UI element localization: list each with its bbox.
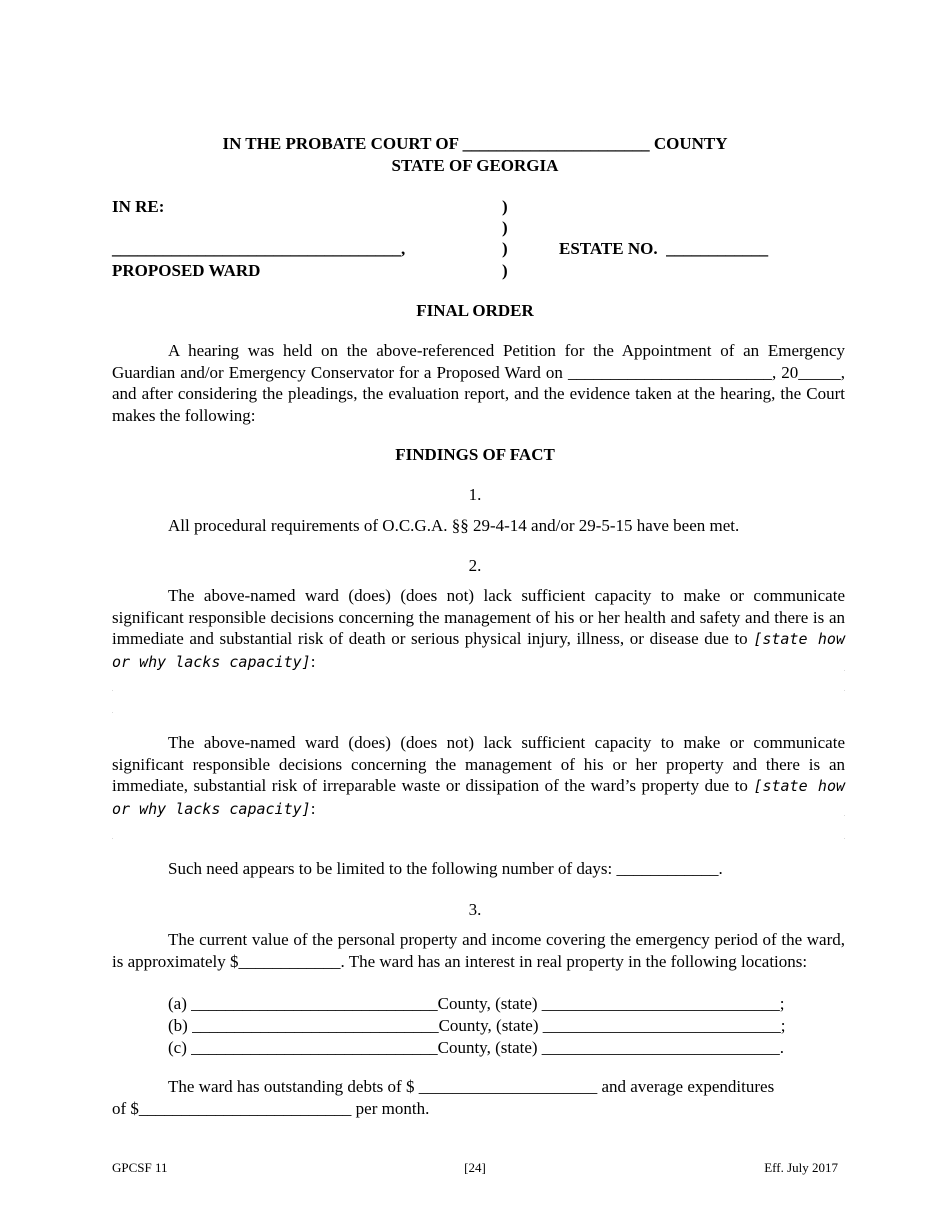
intro-paragraph — [112, 340, 845, 426]
blank-marker — [112, 838, 113, 839]
order-title: FINAL ORDER — [416, 301, 534, 320]
property-value-paragraph — [112, 929, 845, 972]
blank-marker — [844, 670, 845, 671]
effective-date: Eff. July 2017 — [764, 1160, 838, 1175]
form-id: GPCSF 11 — [112, 1160, 168, 1175]
debts-line-1: The ward has outstanding debts of $ _____________________ and average expenditures — [168, 1077, 775, 1096]
property-capacity-prompt: [state how or why lacks capacity] — [112, 777, 846, 818]
location-line-b: (b) _____________________________County, (state) ____________________________; — [168, 1016, 786, 1035]
finding-1-text: All procedural requirements of O.C.G.A. §§ 29-4-14 and/or 29-5-15 have been met. — [168, 516, 740, 535]
page-number: [24] — [464, 1160, 486, 1175]
finding-3-number: 3. — [468, 900, 482, 919]
caption-paren: ) — [502, 239, 508, 258]
caption-paren: ) — [502, 261, 508, 280]
findings-title: FINDINGS OF FACT — [395, 445, 555, 464]
health-capacity-colon: : — [310, 651, 316, 671]
proposed-ward-label: PROPOSED WARD — [112, 261, 261, 280]
finding-1-number: 1. — [468, 485, 482, 504]
property-value-text: The current value of the personal property and income covering the emergency period of the ward, is approximately $____________. The ward has an interest in real property in the following locations: — [112, 930, 845, 971]
court-heading: IN THE PROBATE COURT OF ______________________ COUNTY — [222, 134, 728, 153]
finding-2-number: 2. — [468, 556, 482, 575]
blank-marker — [112, 690, 113, 691]
intro-text: A hearing was held on the above-referenced Petition for the Appointment of an Emergency Guardian and/or Emergency Conservator for a Proposed Ward on ________________________, 20_____, and after considering the pleadings, the evaluation report, and the evidence taken at the hearing, the Court makes the following: — [112, 341, 845, 425]
health-capacity-paragraph — [112, 585, 845, 673]
debts-line-2: of $_________________________ per month. — [112, 1099, 430, 1118]
estate-number-field: ESTATE NO. ____________ — [559, 239, 769, 258]
health-capacity-prompt: [state how or why lacks capacity] — [112, 630, 845, 671]
in-re-label: IN RE: — [112, 197, 165, 216]
caption-paren: ) — [502, 218, 508, 237]
property-capacity-paragraph — [112, 732, 845, 820]
blank-marker — [844, 690, 845, 691]
state-heading: STATE OF GEORGIA — [391, 156, 559, 175]
property-capacity-text: The above-named ward (does) (does not) lack sufficient capacity to make or communicate significant responsible decisions concerning the management of his or her property and there is an immediate, substantial risk of irreparable waste or dissipation of the ward’s property due to — [112, 733, 845, 795]
property-capacity-colon: : — [310, 798, 316, 818]
location-line-a: (a) _____________________________County, (state) ____________________________; — [168, 994, 785, 1013]
caption-paren: ) — [502, 197, 508, 216]
health-capacity-text: The above-named ward (does) (does not) lack sufficient capacity to make or communicate significant responsible decisions concerning the management of his or her health and safety and there is an immediate and substantial risk of death or serious physical injury, illness, or disease due to — [112, 586, 845, 648]
blank-marker — [112, 712, 113, 713]
ward-name-line: __________________________________, — [112, 239, 406, 258]
days-limit-text: Such need appears to be limited to the following number of days: ____________. — [168, 859, 723, 878]
blank-marker — [844, 838, 845, 839]
location-line-c: (c) _____________________________County, (state) ____________________________. — [168, 1038, 785, 1057]
blank-marker — [844, 815, 845, 816]
